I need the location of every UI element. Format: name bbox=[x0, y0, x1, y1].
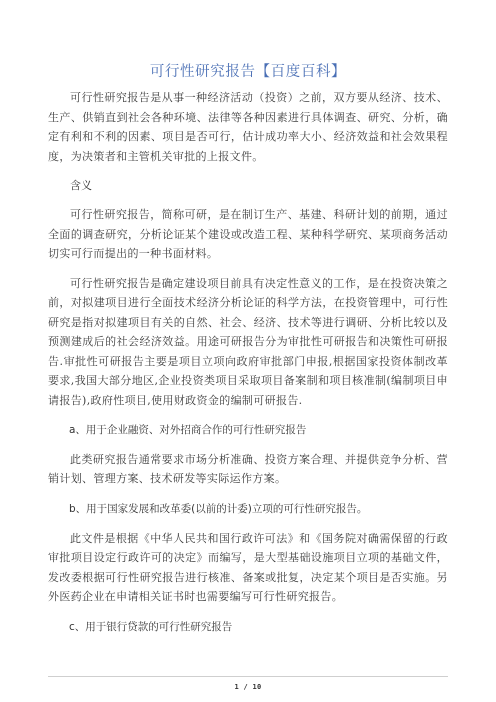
paragraph-intro: 可行性研究报告是从事一种经济活动（投资）之前，双方要从经济、技术、生产、供销直到社会各种环境、法律等各种因素进行具体调查、研究、分析，确定有利和不利的因素、项目是否可行，估计成功率大小、经济效益和社会效果程度，为决策者和主管机关审批的上报文件。 bbox=[48, 91, 448, 163]
paragraph-definition: 可行性研究报告，简称可研，是在制订生产、基建、科研计划的前期，通过全面的调查研究，分析论证某个建设或改造工程、某种科学研究、某项商务活动切实可行而提出的一种书面材料。 bbox=[48, 208, 448, 260]
footer-divider bbox=[48, 676, 448, 677]
section-heading-c: c、用于银行贷款的可行性研究报告 bbox=[69, 620, 233, 633]
paragraph-a-detail: 此类研究报告通常要求市场分析准确、投资方案合理、并提供竞争分析、营销计划、管理方案、技术研发等实际运作方案。 bbox=[48, 452, 448, 486]
paragraph-purpose: 可行性研究报告是确定建设项目前具有决定性意义的工作，是在投资决策之前，对拟建项目进行全面技术经济分析论证的科学方法，在投资管理中，可行性研究是指对拟建项目有关的自然、社会、经济、技术等进行调研、分析比较以及预测建成后的社会经济效益。用途可研报告分为审批性可研报告和决策性可研报告.审批性可研报告主要是项目立项向政府审批部门申报,根据国家投资体制改革要求,我国大部分地区,企业投资类项目采取项目备案制和项目核准制(编制项目申请报告),政府性项目,使用财政资金的编制可研报告. bbox=[48, 276, 448, 408]
section-heading-b: b、用于国家发展和改革委(以前的计委)立项的可行性研究报告。 bbox=[69, 502, 368, 515]
page-number: 1 / 10 bbox=[234, 683, 262, 691]
paragraph-b-detail: 此文件是根据《中华人民共和国行政许可法》和《国务院对确需保留的行政审批项目设定行政许可的决定》而编写，是大型基础设施项目立项的基础文件，发改委根据可行性研究报告进行核准、备案或批复，决定某个项目是否实施。另外医药企业在申请相关证书时也需要编写可行性研究报告。 bbox=[48, 531, 448, 604]
document-title: 可行性研究报告【百度百科】 bbox=[149, 64, 347, 80]
section-heading-a: a、用于企业融资、对外招商合作的可行性研究报告 bbox=[69, 423, 307, 436]
document-body bbox=[48, 88, 448, 647]
section-heading-meaning: 含义 bbox=[70, 179, 92, 192]
